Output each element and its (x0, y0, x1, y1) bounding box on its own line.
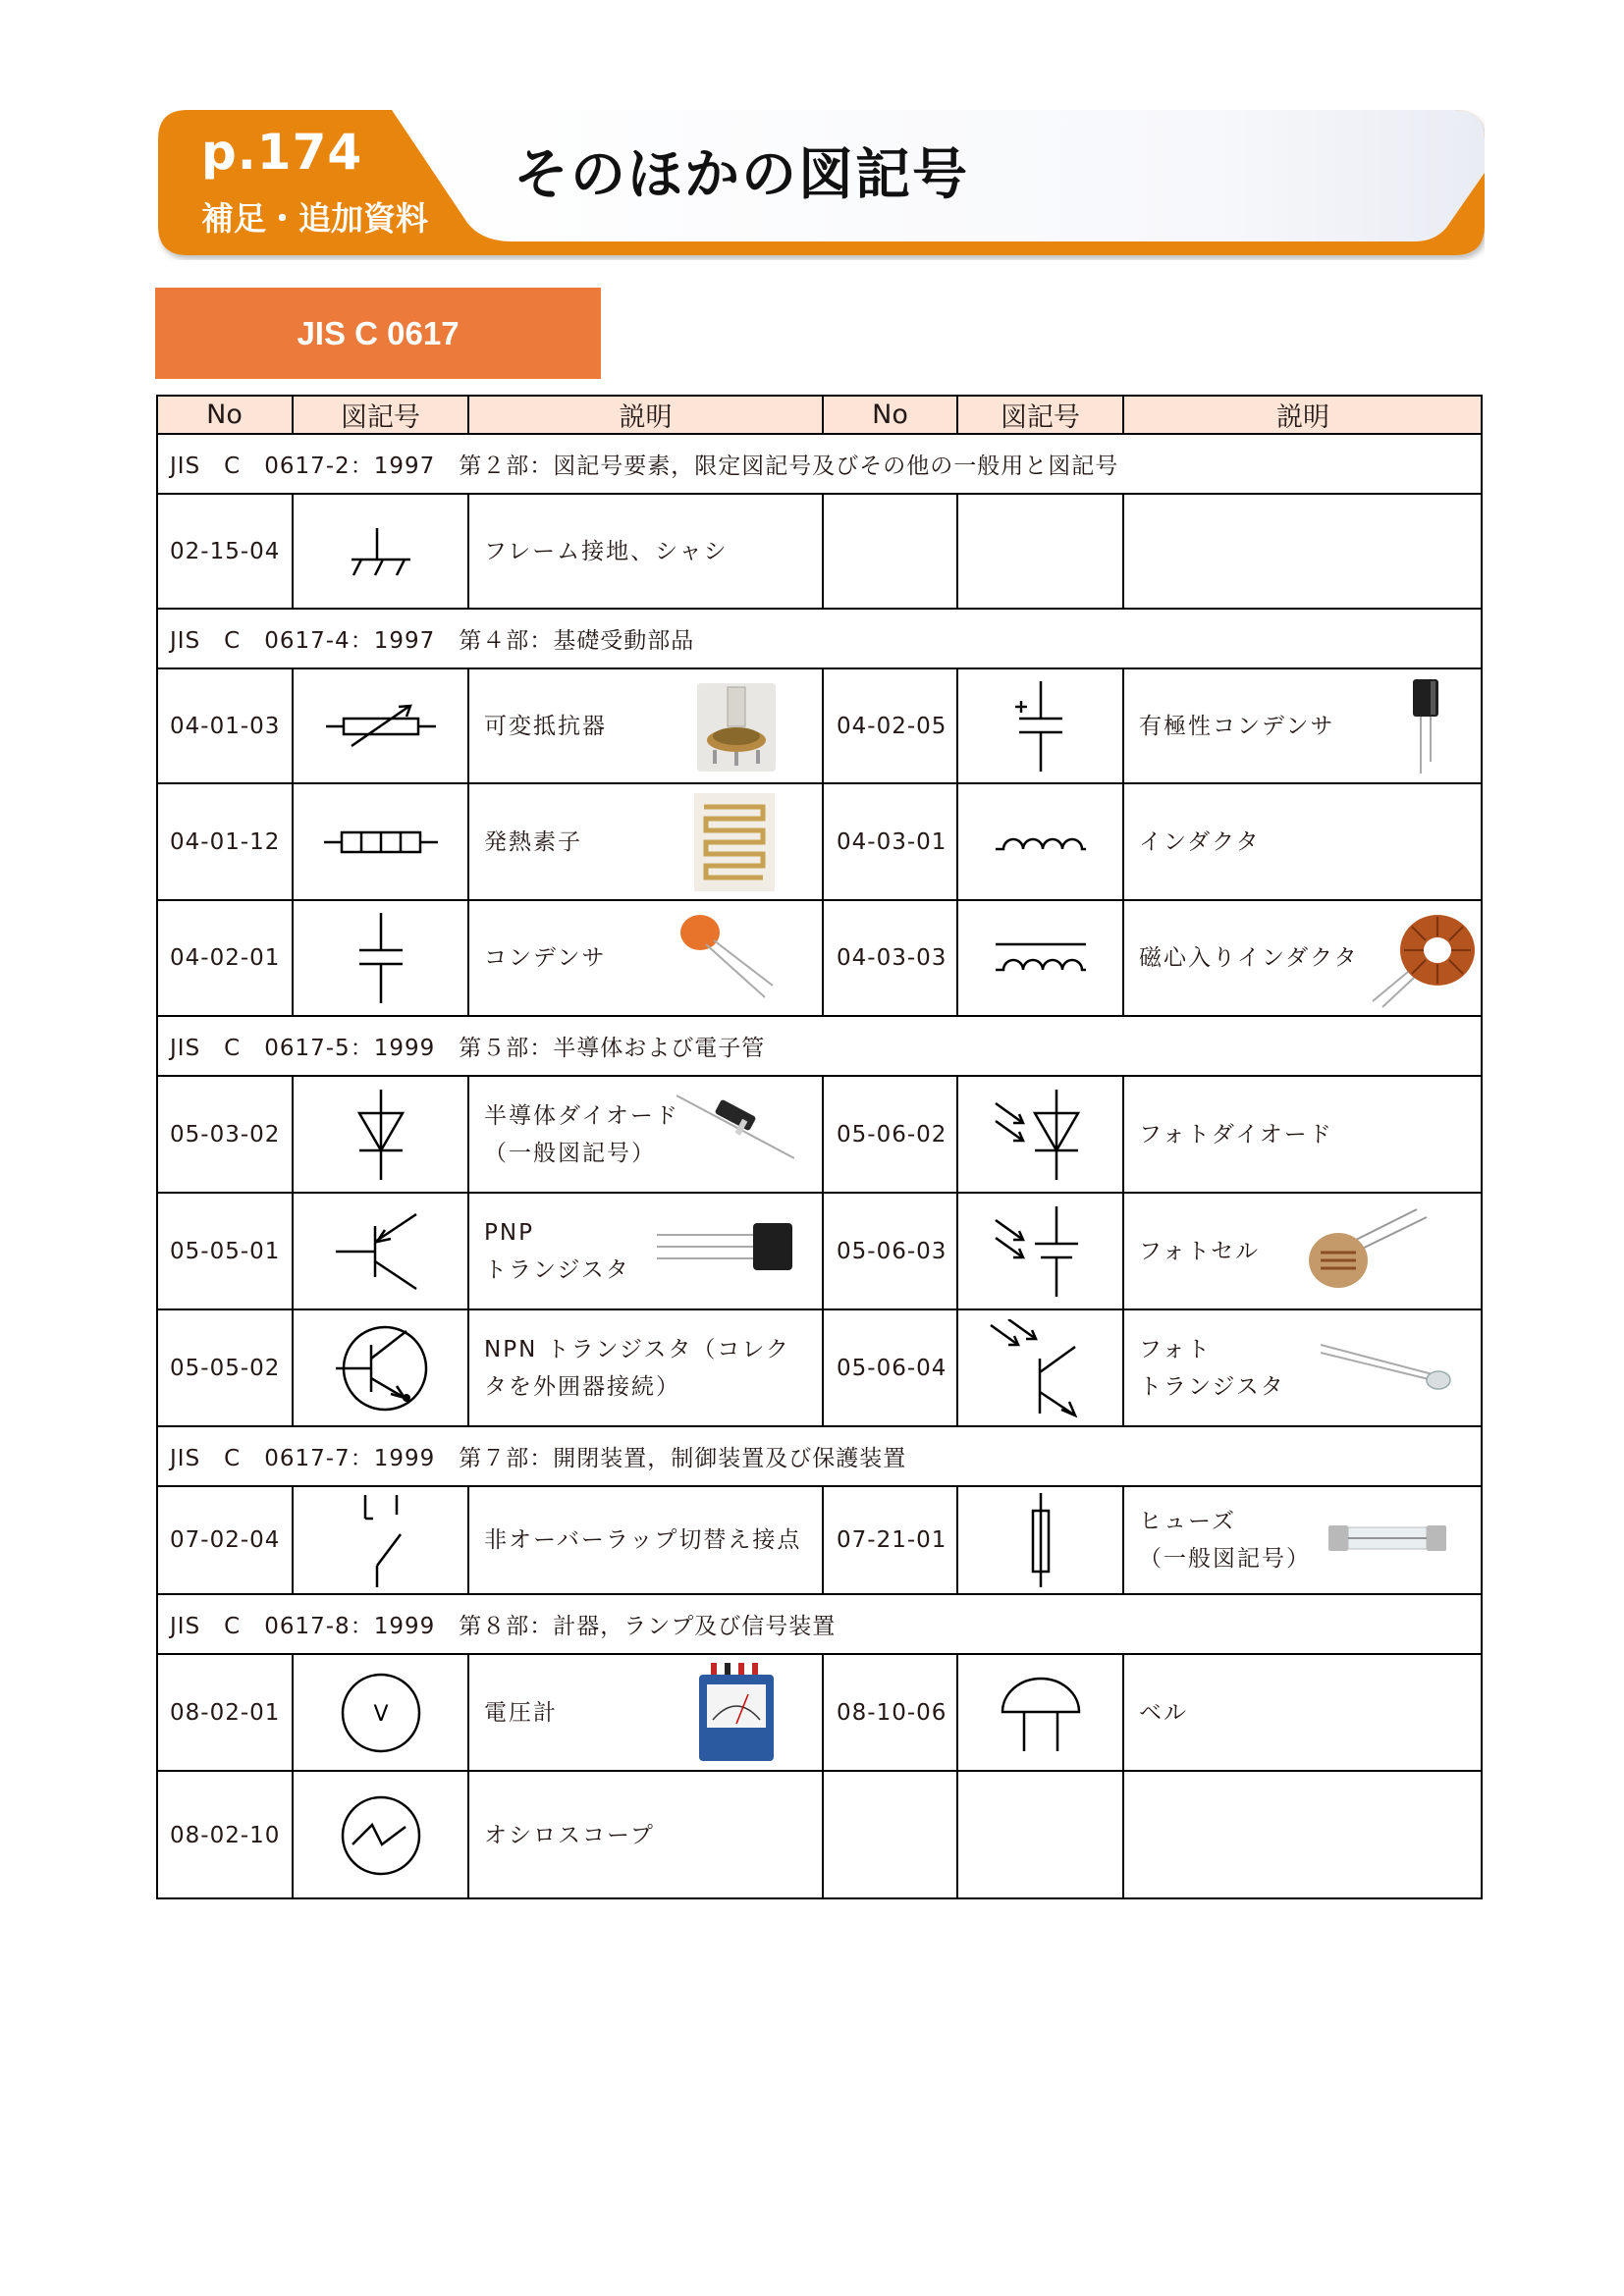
capacitor-symbol-icon (352, 911, 410, 1005)
column-header-no: No (206, 399, 243, 430)
polarized-capacitor-photo (1407, 677, 1446, 775)
entry-number: 04-02-05 (837, 713, 947, 739)
entry-description: オシロスコープ (484, 1822, 655, 1848)
fuse-photo (1328, 1522, 1446, 1555)
entry-description-line2: （一般図記号） (1139, 1546, 1311, 1572)
entry-number: 08-02-10 (170, 1822, 281, 1848)
fuse-symbol-icon (1021, 1491, 1060, 1589)
cored-inductor-symbol-icon (994, 938, 1088, 978)
entry-description: コンデンサ (484, 945, 607, 971)
voltmeter-photo (695, 1663, 778, 1765)
bell-symbol-icon (997, 1669, 1085, 1757)
entry-description: 電圧計 (484, 1699, 558, 1726)
entry-description-line2: トランジスタ (484, 1256, 630, 1283)
variable-resistor-symbol-icon (322, 697, 440, 756)
entry-number: 05-06-04 (837, 1355, 947, 1381)
heating-element-photo (694, 793, 775, 891)
entry-description: 非オーバーラップ切替え接点 (484, 1527, 802, 1553)
entry-number: 07-02-04 (170, 1527, 281, 1553)
toroidal-inductor-photo (1369, 907, 1479, 1009)
entry-number: 02-15-04 (170, 538, 281, 564)
column-header-symbol: 図記号 (341, 401, 420, 433)
entry-description: ヒューズ (1139, 1509, 1236, 1534)
entry-description: 発熱素子 (484, 828, 582, 855)
inductor-symbol-icon (994, 828, 1088, 857)
entry-number: 04-01-12 (170, 828, 281, 855)
voltmeter-letter: V (372, 1701, 389, 1727)
entry-number: 05-05-02 (170, 1355, 281, 1381)
entry-number: 08-10-06 (837, 1699, 947, 1726)
photocell-symbol-icon (992, 1204, 1090, 1299)
entry-description: 有極性コンデンサ (1139, 713, 1335, 739)
entry-number: 05-06-02 (837, 1121, 947, 1148)
variable-resistor-photo (697, 683, 776, 772)
section-row-part5: JIS C 0617-5：1999 第５部：半導体および電子管 (170, 1036, 766, 1061)
oscilloscope-symbol-icon (339, 1793, 423, 1878)
phototransistor-symbol-icon (987, 1319, 1095, 1417)
entry-description: フレーム接地、シャシ (484, 538, 729, 564)
entry-description-line2: （一般図記号） (484, 1140, 656, 1166)
entry-description: フォト (1139, 1336, 1212, 1362)
voltmeter-symbol-icon (339, 1671, 423, 1755)
pnp-transistor-symbol-icon (332, 1204, 430, 1299)
entry-number: 07-21-01 (837, 1527, 947, 1553)
changeover-contact-symbol-icon (342, 1491, 420, 1589)
heating-element-symbol-icon (322, 823, 440, 862)
entry-description: 可変抵抗器 (484, 713, 607, 739)
transistor-photo (657, 1215, 798, 1278)
section-row-part7: JIS C 0617-7：1999 第７部：開閉装置，制御装置及び保護装置 (170, 1446, 907, 1471)
diode-symbol-icon (352, 1088, 410, 1182)
entry-number: 08-02-01 (170, 1699, 281, 1726)
entry-number: 05-05-01 (170, 1238, 281, 1264)
entry-description: 半導体ダイオード (484, 1102, 679, 1129)
entry-description: 磁心入りインダクタ (1139, 945, 1359, 971)
polarized-capacitor-symbol-icon (1011, 679, 1070, 774)
column-header-description-2: 説明 (1276, 401, 1329, 433)
page-header-banner (158, 110, 1485, 260)
standard-label: JIS C 0617 (155, 288, 601, 379)
column-header-no-2: No (872, 399, 908, 430)
column-header-symbol-2: 図記号 (1001, 401, 1080, 433)
section-row-part4: JIS C 0617-4：1997 第４部：基礎受動部品 (170, 628, 695, 654)
entry-number: 04-02-01 (170, 945, 281, 971)
page-number: p.174 (201, 124, 363, 181)
entry-description: インダクタ (1139, 828, 1261, 855)
section-row-part8: JIS C 0617-8：1999 第８部：計器，ランプ及び信号装置 (170, 1614, 837, 1639)
entry-description-line2: タを外囲器接続） (484, 1373, 680, 1400)
entry-number: 04-03-03 (837, 945, 947, 971)
column-header-description: 説明 (619, 401, 673, 433)
diode-photo (677, 1086, 794, 1164)
entry-description: PNP (484, 1219, 534, 1246)
photocell-photo (1307, 1205, 1429, 1290)
symbol-table (156, 395, 1483, 1899)
frame-ground-symbol-icon (342, 522, 420, 581)
entry-number: 04-03-01 (837, 828, 947, 855)
entry-description: ベル (1139, 1699, 1188, 1726)
phototransistor-photo (1321, 1339, 1454, 1392)
entry-description-line2: トランジスタ (1139, 1373, 1285, 1400)
section-row-part2: JIS C 0617-2：1997 第２部：図記号要素，限定図記号及びその他の一般用と図記号 (170, 454, 1119, 479)
entry-number: 05-06-03 (837, 1238, 947, 1264)
entry-description: NPN トランジスタ（コレク (484, 1336, 790, 1362)
npn-transistor-symbol-icon (332, 1319, 430, 1417)
entry-description: フォトダイオード (1139, 1121, 1333, 1148)
photodiode-symbol-icon (992, 1088, 1090, 1182)
entry-number: 04-01-03 (170, 713, 281, 739)
ceramic-capacitor-photo (677, 911, 775, 999)
entry-number: 05-03-02 (170, 1121, 281, 1148)
page-title: そのほかの図記号 (514, 143, 969, 207)
entry-description: フォトセル (1139, 1238, 1261, 1264)
page-subtitle: 補足・追加資料 (201, 199, 428, 238)
